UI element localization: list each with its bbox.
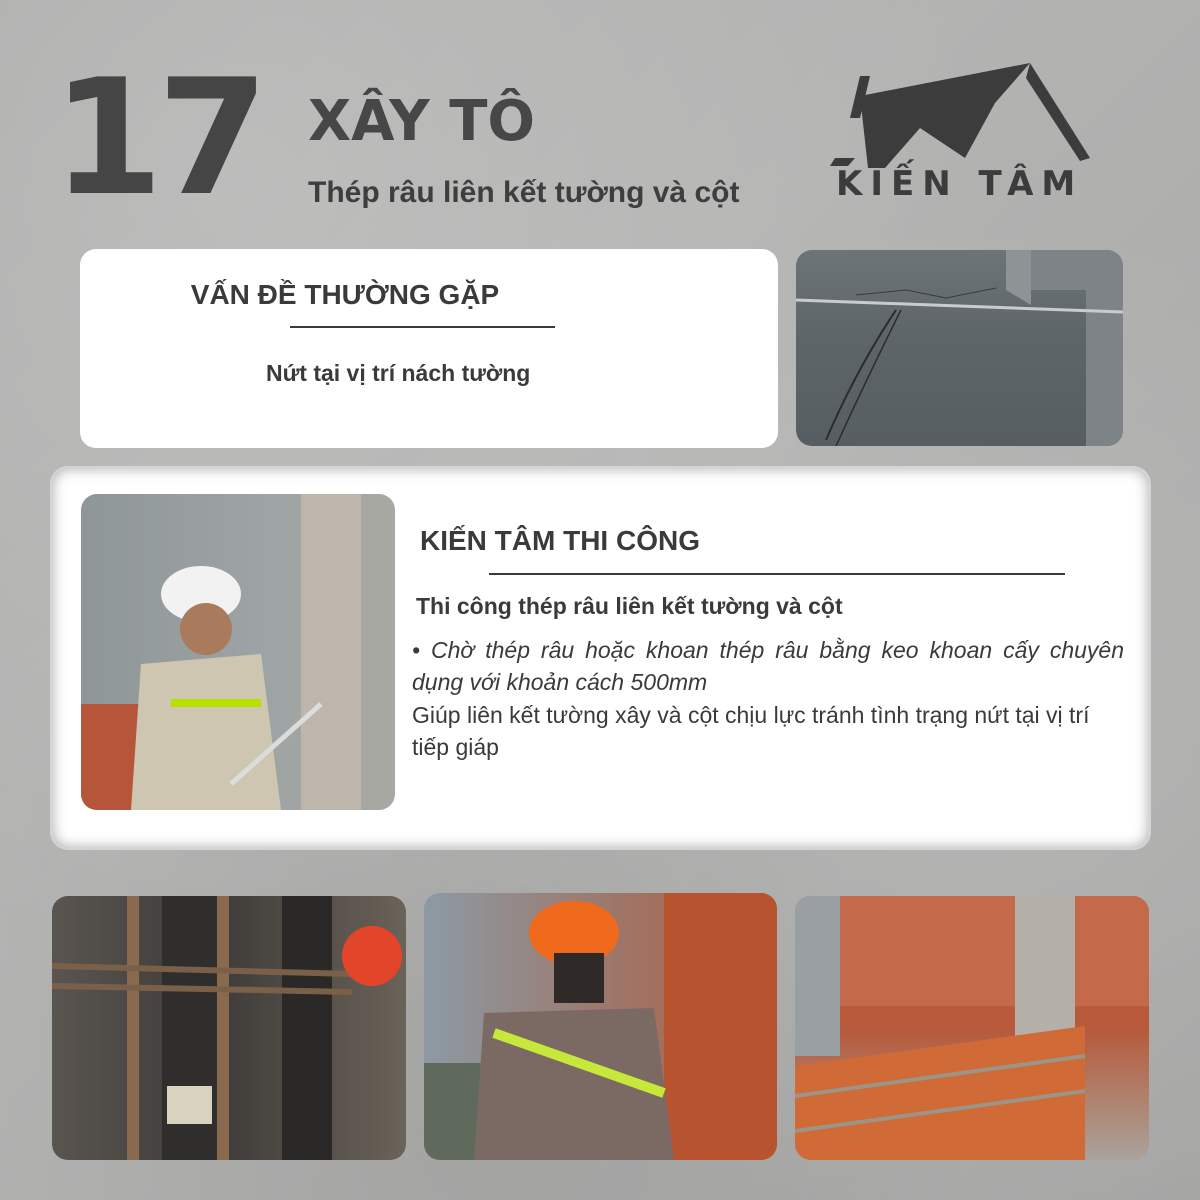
construction-divider [489, 573, 1065, 575]
page-title: XÂY TÔ [308, 89, 536, 154]
problem-text: Nứt tại vị trí nách tường [266, 360, 531, 386]
construction-heading: KIẾN TÂM THI CÔNG [420, 525, 700, 556]
logo-wordmark: KIẾN TÂM [836, 164, 1084, 204]
construction-subheading: Thi công thép râu liên kết tường và cột [416, 593, 843, 619]
construction-description: Giúp liên kết tường xây và cột chịu lực tránh tình trạng nứt tại vị trí tiếp giáp [412, 702, 1090, 760]
section-number: 17 [52, 44, 263, 231]
problem-heading: VẤN ĐỀ THƯỜNG GẶP [190, 279, 500, 310]
worker-drilling-photo [81, 494, 395, 810]
wall-crack-photo [796, 250, 1123, 446]
problem-divider [290, 326, 555, 328]
page-subtitle: Thép râu liên kết tường và cột [308, 176, 740, 209]
brick-wall-photo [795, 896, 1149, 1160]
problem-card [80, 249, 778, 448]
worker-orange-helmet-photo [424, 893, 777, 1160]
construction-bullet: • Chờ thép râu hoặc khoan thép râu bằng keo khoan cấy chuyên dụng với khoản cách 500mm [412, 637, 1124, 695]
rebar-column-photo [52, 896, 406, 1160]
